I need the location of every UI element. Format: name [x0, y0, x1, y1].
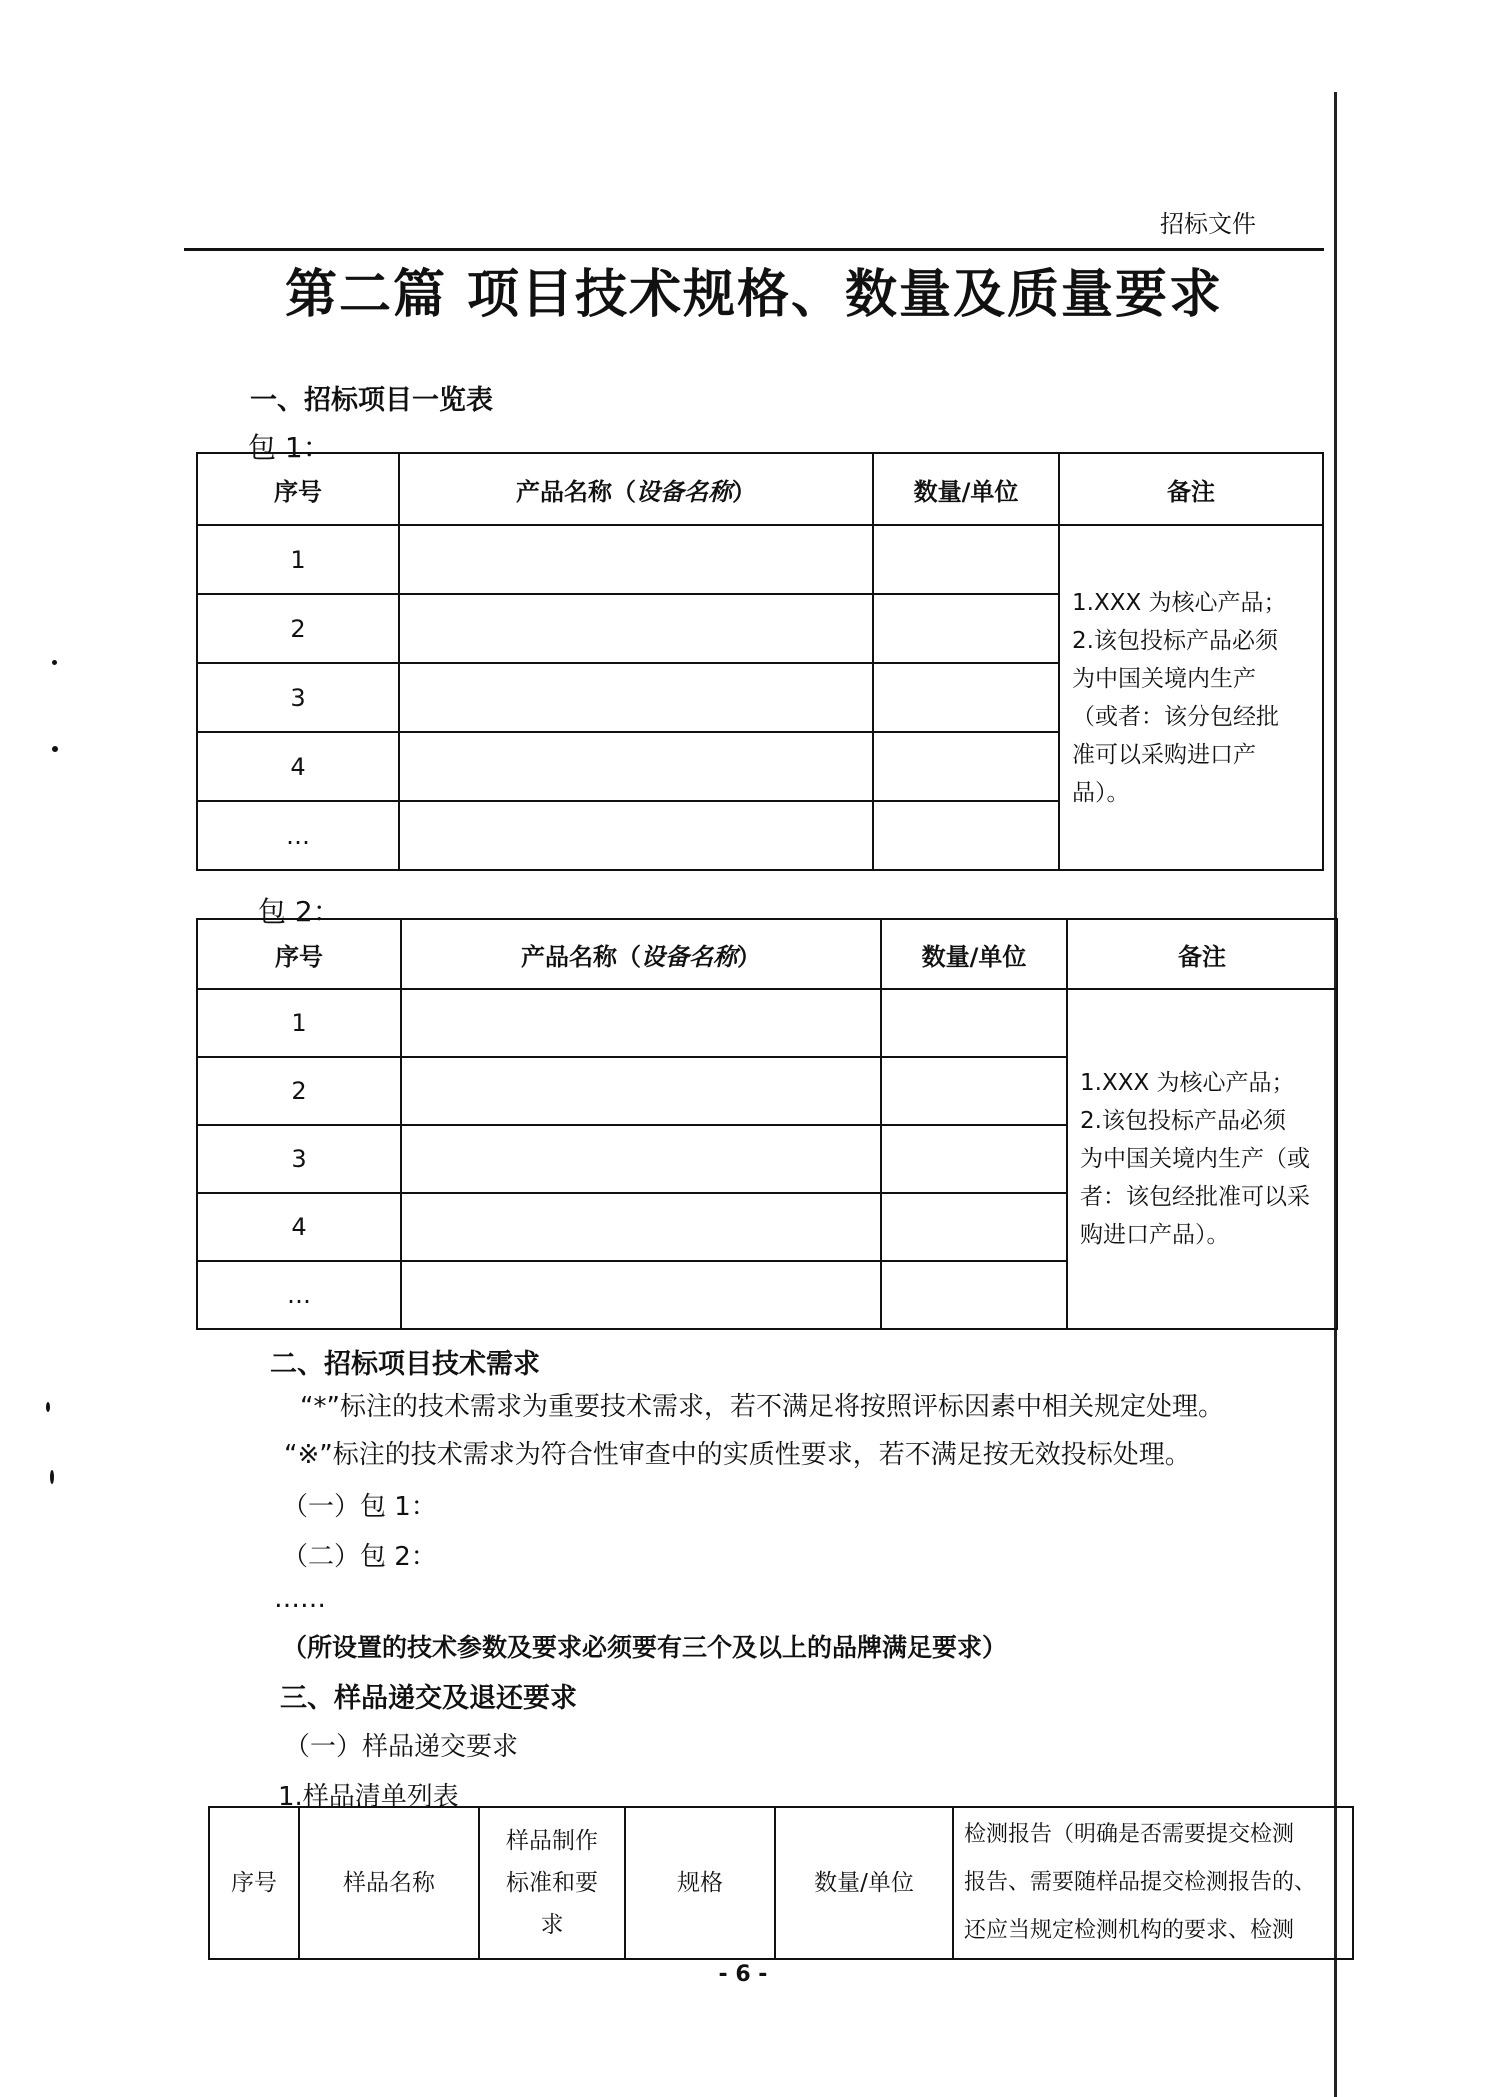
qty-cell: [873, 732, 1059, 801]
col-header-sample-name: 样品名称: [299, 1807, 479, 1959]
row-no: 2: [197, 594, 399, 663]
package-2-table: [196, 918, 1338, 1330]
package-1-label: 包 1：: [248, 431, 331, 464]
qty-cell: [881, 1261, 1067, 1329]
qty-cell: [873, 525, 1059, 594]
col-header-remark: 备注: [1059, 453, 1323, 525]
row-no: 3: [197, 1125, 401, 1193]
col-header-report: 检测报告（明确是否需要提交检测 报告、需要随样品提交检测报告的、 还应当规定检测机构的要求、检测: [953, 1807, 1353, 1959]
row-no: 1: [197, 989, 401, 1057]
sample-list-table: [208, 1806, 1354, 1960]
qty-cell: [881, 1193, 1067, 1261]
requirement-note-mark: “※”标注的技术需求为符合性审查中的实质性要求，若不满足按无效投标处理。: [284, 1440, 1191, 1470]
scan-dot: [52, 660, 57, 665]
col-header-standard: 样品制作 标准和要 求: [479, 1807, 625, 1959]
product-cell: [399, 663, 873, 732]
row-no: 4: [197, 732, 399, 801]
product-cell: [399, 801, 873, 870]
ellipsis-item: ……: [274, 1584, 326, 1614]
package-1-table: [196, 452, 1324, 871]
col-header-no: 序号: [209, 1807, 299, 1959]
package-1-item: （一）包 1：: [282, 1492, 437, 1522]
brand-note: （所设置的技术参数及要求必须要有三个及以上的品牌满足要求）: [282, 1633, 1008, 1662]
col-header-product: 产品名称（设备名称）: [401, 919, 881, 989]
col-header-remark: 备注: [1067, 919, 1337, 989]
row-no: 3: [197, 663, 399, 732]
section-3-heading: 三、样品递交及退还要求: [280, 1683, 577, 1714]
qty-cell: [873, 594, 1059, 663]
package-2-label: 包 2：: [258, 895, 341, 928]
row-no: 1: [197, 525, 399, 594]
row-no: …: [197, 801, 399, 870]
scan-dot: [46, 1402, 50, 1412]
col-header-no: 序号: [197, 453, 399, 525]
section-3-sub: （一）样品递交要求: [284, 1732, 519, 1762]
row-no: 4: [197, 1193, 401, 1261]
qty-cell: [873, 801, 1059, 870]
row-no: 2: [197, 1057, 401, 1125]
product-cell: [401, 989, 881, 1057]
col-header-qty: 数量/单位: [775, 1807, 953, 1959]
row-no: …: [197, 1261, 401, 1329]
header-label: 招标文件: [1160, 210, 1256, 238]
col-header-qty: 数量/单位: [873, 453, 1059, 525]
page-number: - 6 -: [718, 1962, 768, 1987]
product-cell: [401, 1057, 881, 1125]
remark-cell: 1.XXX 为核心产品； 2.该包投标产品必须 为中国关境内生产（或 者：该包经批准可以采 购进口产品）。: [1067, 989, 1337, 1329]
scan-dot: [50, 1470, 54, 1484]
qty-cell: [881, 989, 1067, 1057]
col-header-qty: 数量/单位: [881, 919, 1067, 989]
sample-list-title: 1.样品清单列表: [278, 1782, 459, 1812]
product-cell: [399, 594, 873, 663]
header-rule: [184, 248, 1324, 251]
product-cell: [401, 1193, 881, 1261]
qty-cell: [881, 1057, 1067, 1125]
section-2-heading: 二、招标项目技术需求: [270, 1349, 540, 1380]
scan-dot: [52, 746, 58, 752]
package-2-item: （二）包 2：: [282, 1542, 437, 1572]
product-cell: [401, 1125, 881, 1193]
requirement-note-star: “*”标注的技术需求为重要技术需求，若不满足将按照评标因素中相关规定处理。: [300, 1392, 1224, 1422]
col-header-no: 序号: [197, 919, 401, 989]
product-cell: [399, 525, 873, 594]
product-cell: [399, 732, 873, 801]
product-cell: [401, 1261, 881, 1329]
page-title: 第二篇 项目技术规格、数量及质量要求: [284, 264, 1224, 325]
qty-cell: [881, 1125, 1067, 1193]
remark-cell: 1.XXX 为核心产品； 2.该包投标产品必须 为中国关境内生产 （或者：该分包经批 准可以采购进口产 品）。: [1059, 525, 1323, 870]
section-1-heading: 一、招标项目一览表: [250, 385, 493, 416]
col-header-product: 产品名称（设备名称）: [399, 453, 873, 525]
col-header-spec: 规格: [625, 1807, 775, 1959]
qty-cell: [873, 663, 1059, 732]
